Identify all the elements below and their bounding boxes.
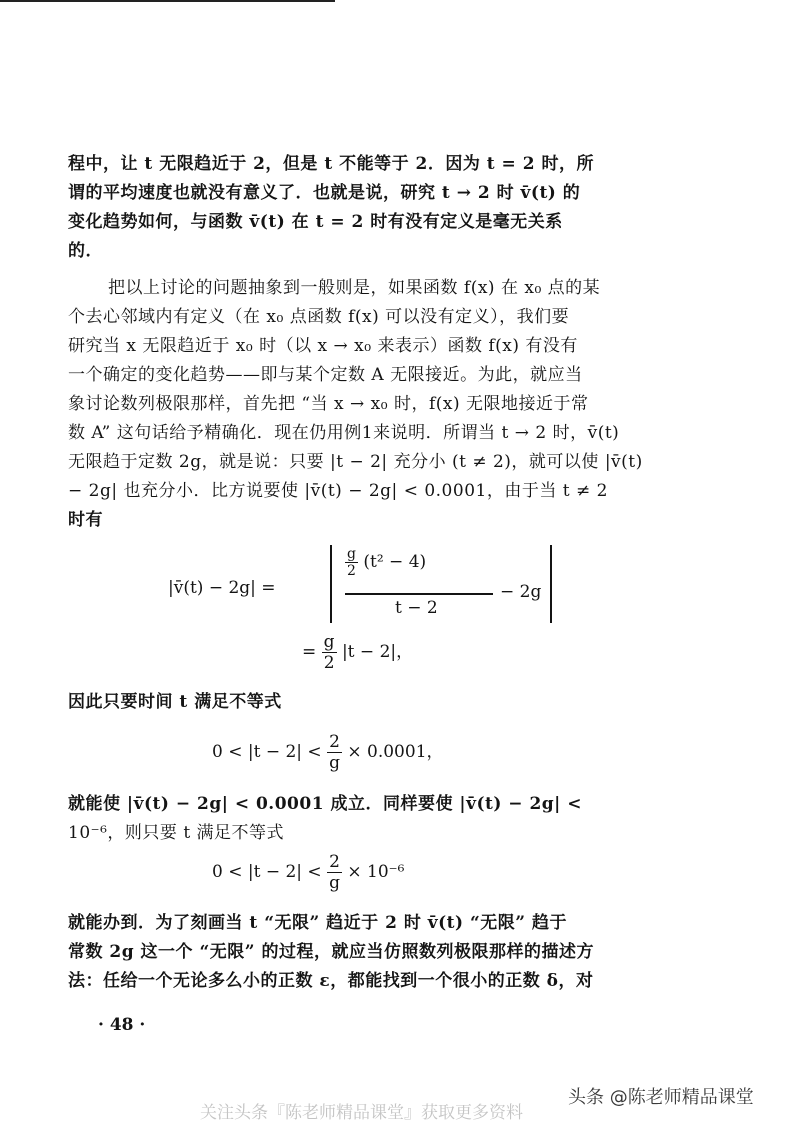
numerator-rest: (t² − 4) bbox=[363, 552, 427, 572]
paragraph-4 bbox=[68, 909, 688, 996]
text-line: 谓的平均速度也就没有意义了．也就是说，研究 t → 2 时 v̄(t) 的 bbox=[68, 183, 581, 203]
text-line: 10⁻⁶，则只要 t 满足不等式 bbox=[68, 823, 285, 843]
abs-bar-right bbox=[550, 545, 552, 623]
top-rule bbox=[0, 0, 335, 2]
paragraph-3 bbox=[68, 790, 688, 848]
text-line: 的． bbox=[68, 241, 103, 261]
g-over-2-fraction: $\frac{g}{2}$ bbox=[323, 632, 335, 673]
text-line: − 2g| 也充分小．比方说要使 |v̄(t) − 2g| < 0.0001，由于当 t ≠ 2 bbox=[68, 481, 608, 501]
abs-bar-left bbox=[330, 545, 332, 623]
text-line: 时有 bbox=[68, 510, 103, 530]
paragraph-1 bbox=[68, 150, 688, 266]
two-over-g-fraction: $\frac{2}{g}$ bbox=[329, 852, 340, 893]
text-line: 数 A” 这句话给予精确化．现在仍用例1来说明．所谓当 t → 2 时，v̄(t) bbox=[68, 423, 620, 443]
text-line: 常数 2g 这一个 “无限” 的过程，就应当仿照数列极限那样的描述方 bbox=[68, 942, 594, 962]
text-line: 个去心邻域内有定义（在 x₀ 点函数 f(x) 可以没有定义），我们要 bbox=[68, 307, 570, 327]
half-g-fraction: $\frac{g}{2}$ bbox=[347, 546, 356, 579]
equation-lhs: |v̄(t) − 2g| = bbox=[168, 578, 276, 598]
text-line: 就能使 |v̄(t) − 2g| < 0.0001 成立．同样要使 |v̄(t) − 2g| < bbox=[68, 794, 583, 814]
equation-fraction bbox=[345, 546, 426, 579]
fraction-bar bbox=[345, 593, 493, 595]
equation-tail: − 2g bbox=[500, 582, 542, 602]
text-line: 一个确定的变化趋势——即与某个定数 A 无限接近。为此，就应当 bbox=[68, 365, 583, 385]
equation-line-2: = $\frac{g}{2}$ |t − 2|， bbox=[302, 632, 414, 673]
inequality-2: 0 < |t − 2| < $\frac{2}{g}$ × 10⁻⁶ bbox=[212, 852, 405, 893]
text-line: 变化趋势如何，与函数 v̄(t) 在 t = 2 时有没有定义是毫无关系 bbox=[68, 212, 563, 232]
equation-denominator: t − 2 bbox=[395, 598, 438, 618]
bottom-watermark: 关注头条『陈老师精品课堂』获取更多资料 bbox=[200, 1103, 523, 1123]
two-over-g-fraction: $\frac{2}{g}$ bbox=[329, 732, 340, 773]
page-number: · 48 · bbox=[98, 1015, 146, 1035]
inequality-1: 0 < |t − 2| < $\frac{2}{g}$ × 0.0001， bbox=[212, 732, 444, 773]
paragraph-2 bbox=[68, 274, 688, 535]
text-line: 法：任给一个无论多么小的正数 ε，都能找到一个很小的正数 δ，对 bbox=[68, 971, 594, 991]
line-after-equation bbox=[68, 688, 688, 717]
text-line: 象讨论数列极限那样，首先把 “当 x → x₀ 时，f(x) 无限地接近于常 bbox=[68, 394, 589, 414]
text-line: 无限趋于定数 2g，就是说：只要 |t − 2| 充分小 (t ≠ 2)，就可以使 |v̄(t) bbox=[68, 452, 643, 472]
text-line: 研究当 x 无限趋近于 x₀ 时（以 x → x₀ 来表示）函数 f(x) 有没有 bbox=[68, 336, 578, 356]
text-line: 把以上讨论的问题抽象到一般则是，如果函数 f(x) 在 x₀ 点的某 bbox=[108, 278, 601, 298]
text-line: 程中，让 t 无限趋近于 2，但是 t 不能等于 2．因为 t = 2 时，所 bbox=[68, 154, 594, 174]
text-line: 因此只要时间 t 满足不等式 bbox=[68, 692, 282, 712]
corner-watermark: 头条 @陈老师精品课堂 bbox=[568, 1087, 754, 1108]
text-line: 就能办到．为了刻画当 t “无限” 趋近于 2 时 v̄(t) “无限” 趋于 bbox=[68, 913, 567, 933]
